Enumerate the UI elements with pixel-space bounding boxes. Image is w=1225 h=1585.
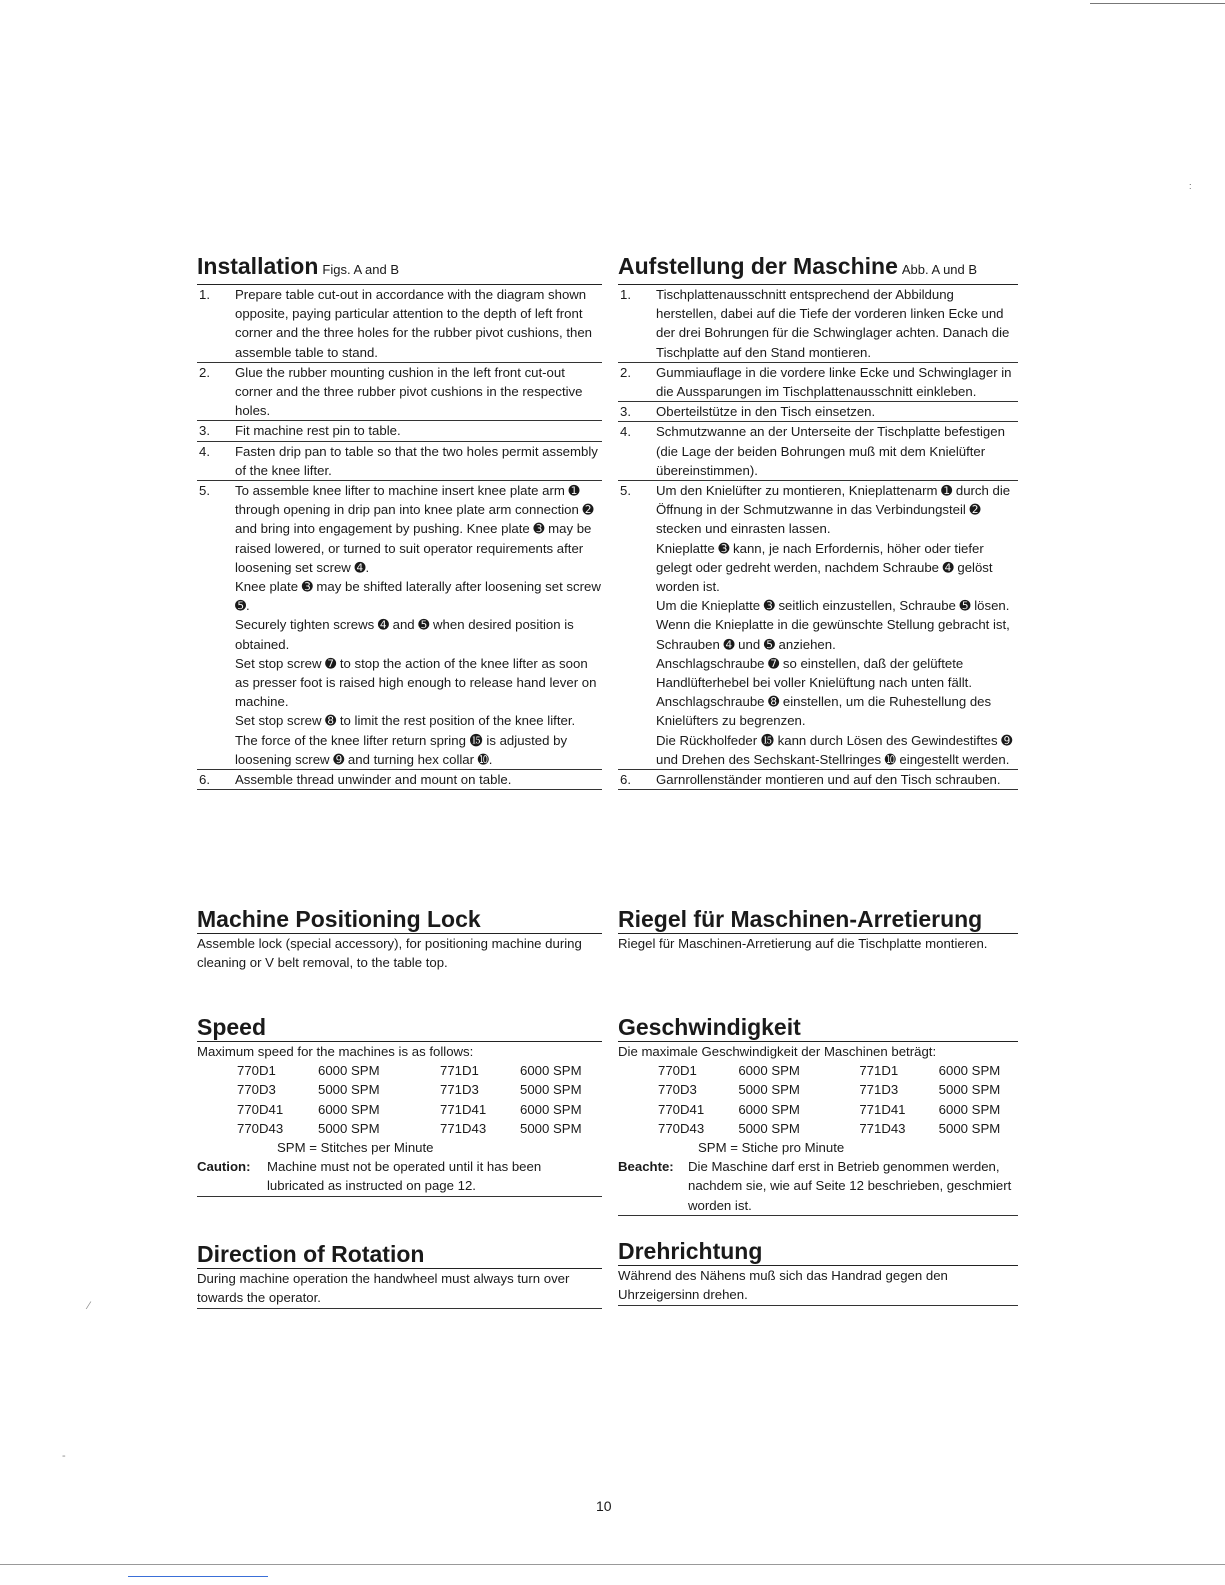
speed-cell: 6000 SPM <box>738 1101 800 1117</box>
step-paragraph: Assemble thread unwinder and mount on table. <box>235 772 512 788</box>
step-paragraph: Anschlagschraube ➑ einstellen, um die Ruhestellung des Knielüfters zu begrenzen. <box>656 694 992 729</box>
step-number: 2. <box>199 364 210 380</box>
step-number: 1. <box>199 287 210 302</box>
caution-text: Machine must not be operated until it has been lubricated as instructed on page 12. <box>267 1159 542 1194</box>
step-text <box>235 442 602 480</box>
step-text <box>656 363 1018 401</box>
step-text <box>235 285 602 362</box>
installation-section <box>197 252 602 790</box>
step-paragraph: Anschlagschraube ➐ so einstellen, daß der gelüftete Handlüfterhebel bei voller Knielüftung nach unten fällt. <box>656 655 972 691</box>
step-number: 4. <box>620 424 631 440</box>
speed-cell: 5000 SPM <box>738 1082 800 1098</box>
step-text <box>656 770 1018 789</box>
step-text <box>235 363 602 421</box>
step-number: 5. <box>199 483 210 499</box>
model-cell: 771D41 <box>440 1101 487 1117</box>
geschwindigkeit-table <box>658 1061 1018 1138</box>
drehrichtung-text: Während des Nähens muß sich das Handrad gegen den Uhrzeigersinn drehen. <box>618 1266 1018 1306</box>
speed-row <box>658 1100 1018 1119</box>
model-cell: 771D43 <box>440 1120 487 1136</box>
step-item <box>618 363 1018 402</box>
model-cell: 771D1 <box>859 1063 899 1079</box>
step-paragraph: Prepare table cut-out in accordance with the diagram shown opposite, paying particular attention to the depth of left front corner and the three holes for the rubber pivot cushions, then assemble table to stand. <box>235 287 593 360</box>
step-paragraph: Fit machine rest pin to table. <box>235 423 401 439</box>
scan-mark: - <box>62 1450 66 1462</box>
speed-row <box>237 1061 602 1080</box>
section-title <box>618 252 1018 285</box>
speed-cell: 6000 SPM <box>938 1101 1001 1117</box>
step-item <box>197 285 602 363</box>
beachte-note <box>618 1157 1018 1216</box>
speed-row <box>237 1100 602 1119</box>
model-cell: 770D43 <box>658 1120 705 1136</box>
step-paragraph: To assemble knee lifter to machine insert knee plate arm ➊ through opening in drip pan into knee plate arm connection ➋ and bring into engagement by pushing. Knee plate ➌ may be raised lowered, or turned to suit operator requirements after loosening set screw ➍. <box>235 483 594 575</box>
speed-section <box>197 1013 602 1197</box>
model-cell: 770D3 <box>658 1082 697 1098</box>
section-title <box>197 252 602 285</box>
model-cell: 770D41 <box>658 1101 705 1117</box>
speed-cell: 5000 SPM <box>318 1082 380 1098</box>
model-cell: 771D3 <box>440 1082 479 1098</box>
speed-intro: Maximum speed for the machines is as follows: <box>197 1044 474 1059</box>
step-paragraph: Um den Knielüfter zu montieren, Knieplattenarm ➊ durch die Öffnung in der Schmutzwanne in das Verbindungsteil ➋ stecken und einrasten lassen. <box>656 483 1011 537</box>
step-paragraph: Oberteilstütze in den Tisch einsetzen. <box>656 404 876 420</box>
step-paragraph: Um die Knieplatte ➌ seitlich einzustellen, Schraube ➎ lösen. <box>656 598 1010 614</box>
spm-note: SPM = Stitches per Minute <box>277 1140 434 1156</box>
figure-reference: Figs. A and B <box>322 262 400 277</box>
riegel-title: Riegel für Maschinen-Arretierung <box>618 905 1018 934</box>
step-number: 3. <box>620 404 631 420</box>
model-cell: 770D1 <box>658 1063 697 1079</box>
speed-row <box>237 1119 602 1138</box>
step-text <box>235 421 602 440</box>
speed-cell: 5000 SPM <box>520 1082 582 1098</box>
step-item <box>197 363 602 422</box>
lock-title: Machine Positioning Lock <box>197 905 602 934</box>
geschwindigkeit-section <box>618 1013 1018 1216</box>
drehrichtung-title: Drehrichtung <box>618 1237 1018 1266</box>
page-number: 10 <box>596 1498 612 1514</box>
scan-mark: ⁄ <box>88 1300 90 1312</box>
step-text <box>656 481 1018 769</box>
step-text <box>235 770 602 789</box>
step-text <box>656 422 1018 480</box>
step-text <box>235 481 602 769</box>
aufstellung-title: Aufstellung der Maschine <box>618 253 898 279</box>
geschwindigkeit-title: Geschwindigkeit <box>618 1013 1018 1042</box>
speed-cell: 5000 SPM <box>938 1082 1001 1098</box>
step-item <box>197 421 602 441</box>
step-paragraph: Knieplatte ➌ kann, je nach Erfordernis, höher oder tiefer gelegt oder gedreht werden, nachdem Schraube ➍ gelöst worden ist. <box>656 540 993 595</box>
step-paragraph: Set stop screw ➑ to limit the rest position of the knee lifter. <box>235 713 576 729</box>
step-number: 6. <box>620 772 631 788</box>
figure-reference: Abb. A und B <box>901 262 978 277</box>
step-paragraph: Schmutzwanne an der Unterseite der Tischplatte befestigen (die Lage der beiden Bohrungen muß mit dem Knielüfter übereinstimmen). <box>656 424 1005 478</box>
step-text <box>656 285 1018 362</box>
rotation-text: During machine operation the handwheel must always turn over towards the operator. <box>197 1269 602 1309</box>
step-paragraph: Die Rückholfeder ⓯ kann durch Lösen des Gewindestiftes ➒ und Drehen des Sechskant-Stellringes ➓ eingestellt werden. <box>656 732 1013 767</box>
aufstellung-section <box>618 252 1018 790</box>
step-paragraph: The force of the knee lifter return spring ⓯ is adjusted by loosening screw ➒ and turning hex collar ➓. <box>235 732 568 767</box>
bottom-rule <box>0 1564 1225 1565</box>
step-number: 3. <box>199 423 210 439</box>
lock-text: Assemble lock (special accessory), for positioning machine during cleaning or V belt removal, to the table top. <box>197 936 582 971</box>
step-number: 6. <box>199 772 210 788</box>
step-paragraph: Set stop screw ➐ to stop the action of the knee lifter as soon as presser foot is raised high enough to release hand lever on machine. <box>235 655 597 710</box>
step-paragraph: Securely tighten screws ➍ and ➎ when desired position is obtained. <box>235 617 574 652</box>
beachte-label: Beachte: <box>618 1159 674 1175</box>
model-cell: 771D41 <box>859 1101 906 1117</box>
step-item <box>618 422 1018 481</box>
step-item <box>618 402 1018 422</box>
step-item <box>197 770 602 790</box>
speed-cell: 5000 SPM <box>938 1120 1001 1136</box>
speed-row <box>237 1080 602 1099</box>
speed-cell: 5000 SPM <box>520 1120 582 1136</box>
step-paragraph: Garnrollenständer montieren und auf den Tisch schrauben. <box>656 772 1001 788</box>
speed-row <box>658 1061 1018 1080</box>
step-number: 2. <box>620 364 631 380</box>
speed-row <box>658 1080 1018 1099</box>
model-cell: 771D43 <box>859 1120 906 1136</box>
lock-section <box>197 905 602 973</box>
step-number: 5. <box>620 483 631 499</box>
speed-row <box>658 1119 1018 1138</box>
speed-table <box>237 1061 602 1138</box>
step-item <box>618 285 1018 363</box>
step-text <box>656 402 1018 421</box>
speed-cell: 5000 SPM <box>738 1120 800 1136</box>
model-cell: 770D3 <box>237 1082 276 1098</box>
speed-cell: 6000 SPM <box>520 1101 582 1117</box>
top-rule <box>1090 3 1225 4</box>
drehrichtung-section <box>618 1237 1018 1306</box>
installation-title: Installation <box>197 253 319 279</box>
rotation-section <box>197 1240 602 1309</box>
model-cell: 771D1 <box>440 1063 479 1079</box>
model-cell: 770D1 <box>237 1063 276 1079</box>
step-number: 1. <box>620 287 631 302</box>
aufstellung-steps <box>618 285 1018 790</box>
model-cell: 770D41 <box>237 1101 284 1117</box>
link-underline <box>128 1576 268 1577</box>
step-item <box>197 481 602 770</box>
installation-steps <box>197 285 602 790</box>
step-paragraph: Wenn die Knieplatte in die gewünschte Stellung gebracht ist, Schrauben ➍ und ➎ anziehen. <box>656 617 1010 652</box>
riegel-text: Riegel für Maschinen-Arretierung auf die Tischplatte montieren. <box>618 936 988 951</box>
step-paragraph: Gummiauflage in die vordere linke Ecke und Schwinglager in die Aussparungen im Tischplattenausschnitt einkleben. <box>656 364 1012 400</box>
speed-cell: 6000 SPM <box>520 1063 582 1079</box>
caution-label: Caution: <box>197 1159 251 1175</box>
riegel-section <box>618 905 1018 954</box>
model-cell: 770D43 <box>237 1120 284 1136</box>
step-paragraph: Glue the rubber mounting cushion in the left front cut-out corner and the three rubber pivot cushions in the respective holes. <box>235 364 583 419</box>
step-item <box>618 770 1018 790</box>
speed-cell: 6000 SPM <box>318 1101 380 1117</box>
step-number: 4. <box>199 443 210 459</box>
step-item <box>618 481 1018 770</box>
spm-note: SPM = Stiche pro Minute <box>698 1140 845 1156</box>
speed-cell: 6000 SPM <box>318 1063 380 1079</box>
rotation-title: Direction of Rotation <box>197 1240 602 1269</box>
speed-title: Speed <box>197 1013 602 1042</box>
step-paragraph: Knee plate ➌ may be shifted laterally after loosening set screw ➎. <box>235 579 601 614</box>
scan-mark: : <box>1189 181 1192 191</box>
step-paragraph: Fasten drip pan to table so that the two holes permit assembly of the knee lifter. <box>235 443 598 478</box>
step-item <box>197 442 602 481</box>
model-cell: 771D3 <box>859 1082 899 1098</box>
caution-note <box>197 1157 602 1196</box>
beachte-text: Die Maschine darf erst in Betrieb genommen werden, nachdem sie, wie auf Seite 12 beschrieben, geschmiert worden ist. <box>688 1159 1012 1213</box>
geschwindigkeit-intro: Die maximale Geschwindigkeit der Maschinen beträgt: <box>618 1044 937 1059</box>
speed-cell: 6000 SPM <box>738 1063 800 1079</box>
speed-cell: 5000 SPM <box>318 1120 380 1136</box>
speed-cell: 6000 SPM <box>938 1063 1001 1079</box>
step-paragraph: Tischplattenausschnitt entsprechend der Abbildung herstellen, dabei auf die Tiefe der vorderen linken Ecke und der drei Bohrungen für die Schwinglager achten. Danach die Tischplatte auf den Stand montieren. <box>656 287 1010 360</box>
